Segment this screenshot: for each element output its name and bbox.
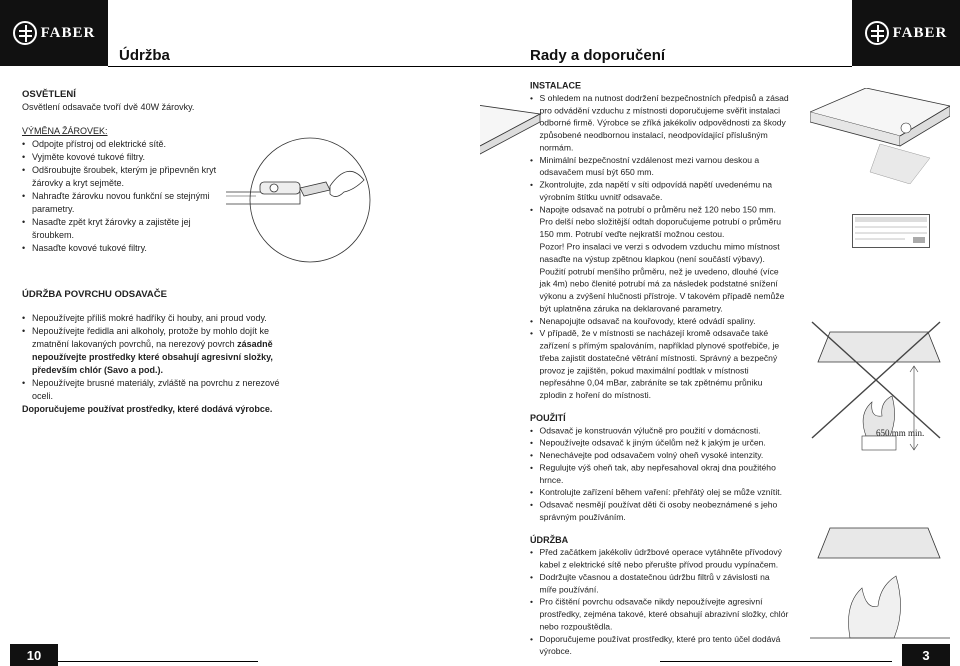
faber-logo-icon [865, 21, 889, 45]
list-item: • Regulujte výš oheň tak, aby nepřesahoval okraj dna použitého hrnce. [530, 462, 789, 487]
list-item: • Dodržujte včasnou a dostatečnou údržbu filtrů v závislosti na míře používání. [530, 571, 789, 596]
list-item: • Odsavač je konstruován výlučně pro použití v domácnosti. [530, 425, 789, 437]
surface-section [22, 288, 284, 416]
bulb-replacement-illustration [226, 130, 374, 268]
list-item: • Nasaďte zpět kryt žárovky a zajistěte jej šroubkem. [22, 216, 222, 242]
list-item: • Odpojte přístroj od elektrické sítě. [22, 138, 222, 151]
page-number: 10 [10, 644, 58, 666]
right-column [530, 80, 789, 658]
list-item: • Před začátkem jakékoliv údržbové operace vytáhněte přívodový kabel z elektrické sítě nebo přerušte přívod proudu vypínačem. [530, 547, 789, 572]
footer-divider [660, 661, 892, 662]
hood-bulb-illustration [810, 88, 950, 184]
list-item: • Odšroubujte šroubek, kterým je připevněn kryt žárovky a kryt sejměte. [22, 164, 222, 190]
bulb-replacement-list [22, 138, 222, 255]
list-item: • Pro čištění povrchu odsavače nikdy nepoužívejte agresivní prostředky, zejména takové, které obsahují abrazivní složky, chlór nebo rozpouštědla. [530, 596, 789, 633]
maintenance-list [530, 547, 789, 658]
surface-item-text: Nepoužívejte ředidla ani alkoholy, protože by mohlo dojít ke zmatnění lakovaných povrchů, na nerezový povrch [32, 326, 269, 349]
hood-interior-illustration [480, 88, 556, 178]
lighting-text: Osvětlení odsavače tvoří dvě 40W žárovky. [22, 102, 195, 112]
distance-label: 650 mm min. [876, 428, 925, 438]
surface-item-emphasis: zásadně nepoužívejte prostředky které obsahují agresivní složky, především chlór (Savo a pod.). [32, 339, 273, 375]
installation-warning: Pozor! Pro insalaci ve verzi s odvodem vzduchu mimo místnost nasaďte na výstup zpětnou klapkou (není součástí výbavy). Použití potrubí menšího průměru, než je uvedeno, dlouhé (více jak 4m) nebo členité potrubí má za následek podstatné snížení výkonu a zvýšení hlučnosti přístroje. V takovém případě nemůže být uplatněna záruka na deklarované parametry. [539, 241, 785, 314]
list-item: • S ohledem na nutnost dodržení bezpečnostních předpisů a zásad pro odvádění vzduchu z místnosti doporučujeme svěřit instalaci odborné firmě. Výrobce se zříká jakékoliv odpovědnosti za škody způsobené neodbornou instalací, neodpovídající příslušným normám. [530, 92, 789, 154]
page-number: 3 [902, 644, 950, 666]
page-title: Rady a doporučení [530, 47, 666, 64]
surface-list [22, 312, 284, 403]
brand-name: FABER [40, 24, 96, 41]
list-item: • Doporučujeme používat prostředky, které pro tento účel dodává výrobce. [530, 633, 789, 658]
installation-list-2 [530, 315, 789, 402]
brand-name: FABER [892, 24, 948, 41]
brand-logo [852, 0, 960, 66]
brand-logo [0, 0, 108, 66]
list-item [22, 325, 284, 377]
right-page [480, 0, 960, 666]
maintenance-heading: ÚDRŽBA [530, 535, 569, 546]
usage-list [530, 425, 789, 524]
list-item: • Kontrolujte zařízení během vaření: přehřátý olej se může vznítit. [530, 487, 789, 499]
list-item: • Nenechávejte pod odsavačem volný oheň vysoké intenzity. [530, 449, 789, 461]
footer-divider [58, 661, 258, 662]
faber-logo-icon [13, 21, 37, 45]
usage-heading: POUŽITÍ [530, 413, 566, 424]
list-item: • Odsavač nesmějí používat děti či osoby neobeznámené s jeho správným používáním. [530, 499, 789, 524]
list-item: • V případě, že v místnosti se nacházejí kromě odsavače také zařízení s přímým spalováním, například plynové spotřebiče, je třeba zajistit dostatečné větrání místnosti. Správný a bezpečný provoz je zajištěn, pokud maximální podtlak v místnosti nepřesáhne 0,04 mBar, zabráníte se tak zpětnému průniku zplodin z hoření do místnosti. [530, 328, 789, 402]
list-item: • Nepoužívejte brusné materiály, zvláště na povrchu z nerezové oceli. [22, 377, 284, 403]
installation-heading: INSTALACE [530, 80, 582, 92]
list-item: • Nepoužívejte odsavač k jiným účelům než k jakým je určen. [530, 437, 789, 449]
list-item: • Nasaďte kovové tukové filtry. [22, 242, 222, 255]
surface-recommendation: Doporučujeme používat prostředky, které dodává výrobce. [22, 404, 273, 414]
list-item: • Zkontrolujte, zda napětí v síti odpovídá napětí uvedenému na výrobním štítku uvnitř odsavače. [530, 179, 789, 204]
cooking-safety-illustration [810, 318, 950, 658]
page-title: Údržba [119, 47, 170, 64]
surface-heading: ÚDRŽBA POVRCHU ODSAVAČE [22, 289, 167, 300]
list-item: • Nahraďte žárovku novou funkční se stejnými parametry. [22, 190, 222, 216]
list-item: • Vyjměte kovové tukové filtry. [22, 151, 222, 164]
list-item: • Nepoužívejte příliš mokré hadříky či houby, ani proud vody. [22, 312, 284, 325]
rating-plate [852, 214, 930, 248]
lighting-heading: OSVĚTLENÍ [22, 89, 76, 100]
installation-list [530, 92, 789, 241]
header-divider [480, 66, 852, 67]
rating-plate-illustration [855, 217, 927, 245]
bulb-replacement-heading: VÝMĚNA ŽÁROVEK: [22, 126, 108, 136]
list-item: • Minimální bezpečnostní vzdálenost mezi varnou deskou a odsavačem musí být 650 mm. [530, 154, 789, 179]
list-item: • Napojte odsavač na potrubí o průměru než 120 nebo 150 mm. Pro delší nebo složitější odtah doporučujeme potrubí o průměru 150 mm. Potrubí veďte nejkratší možnou cestou. [530, 204, 789, 241]
list-item: • Nenapojujte odsavač na kouřovody, které odvádí spaliny. [530, 315, 789, 327]
header-divider [108, 66, 480, 67]
